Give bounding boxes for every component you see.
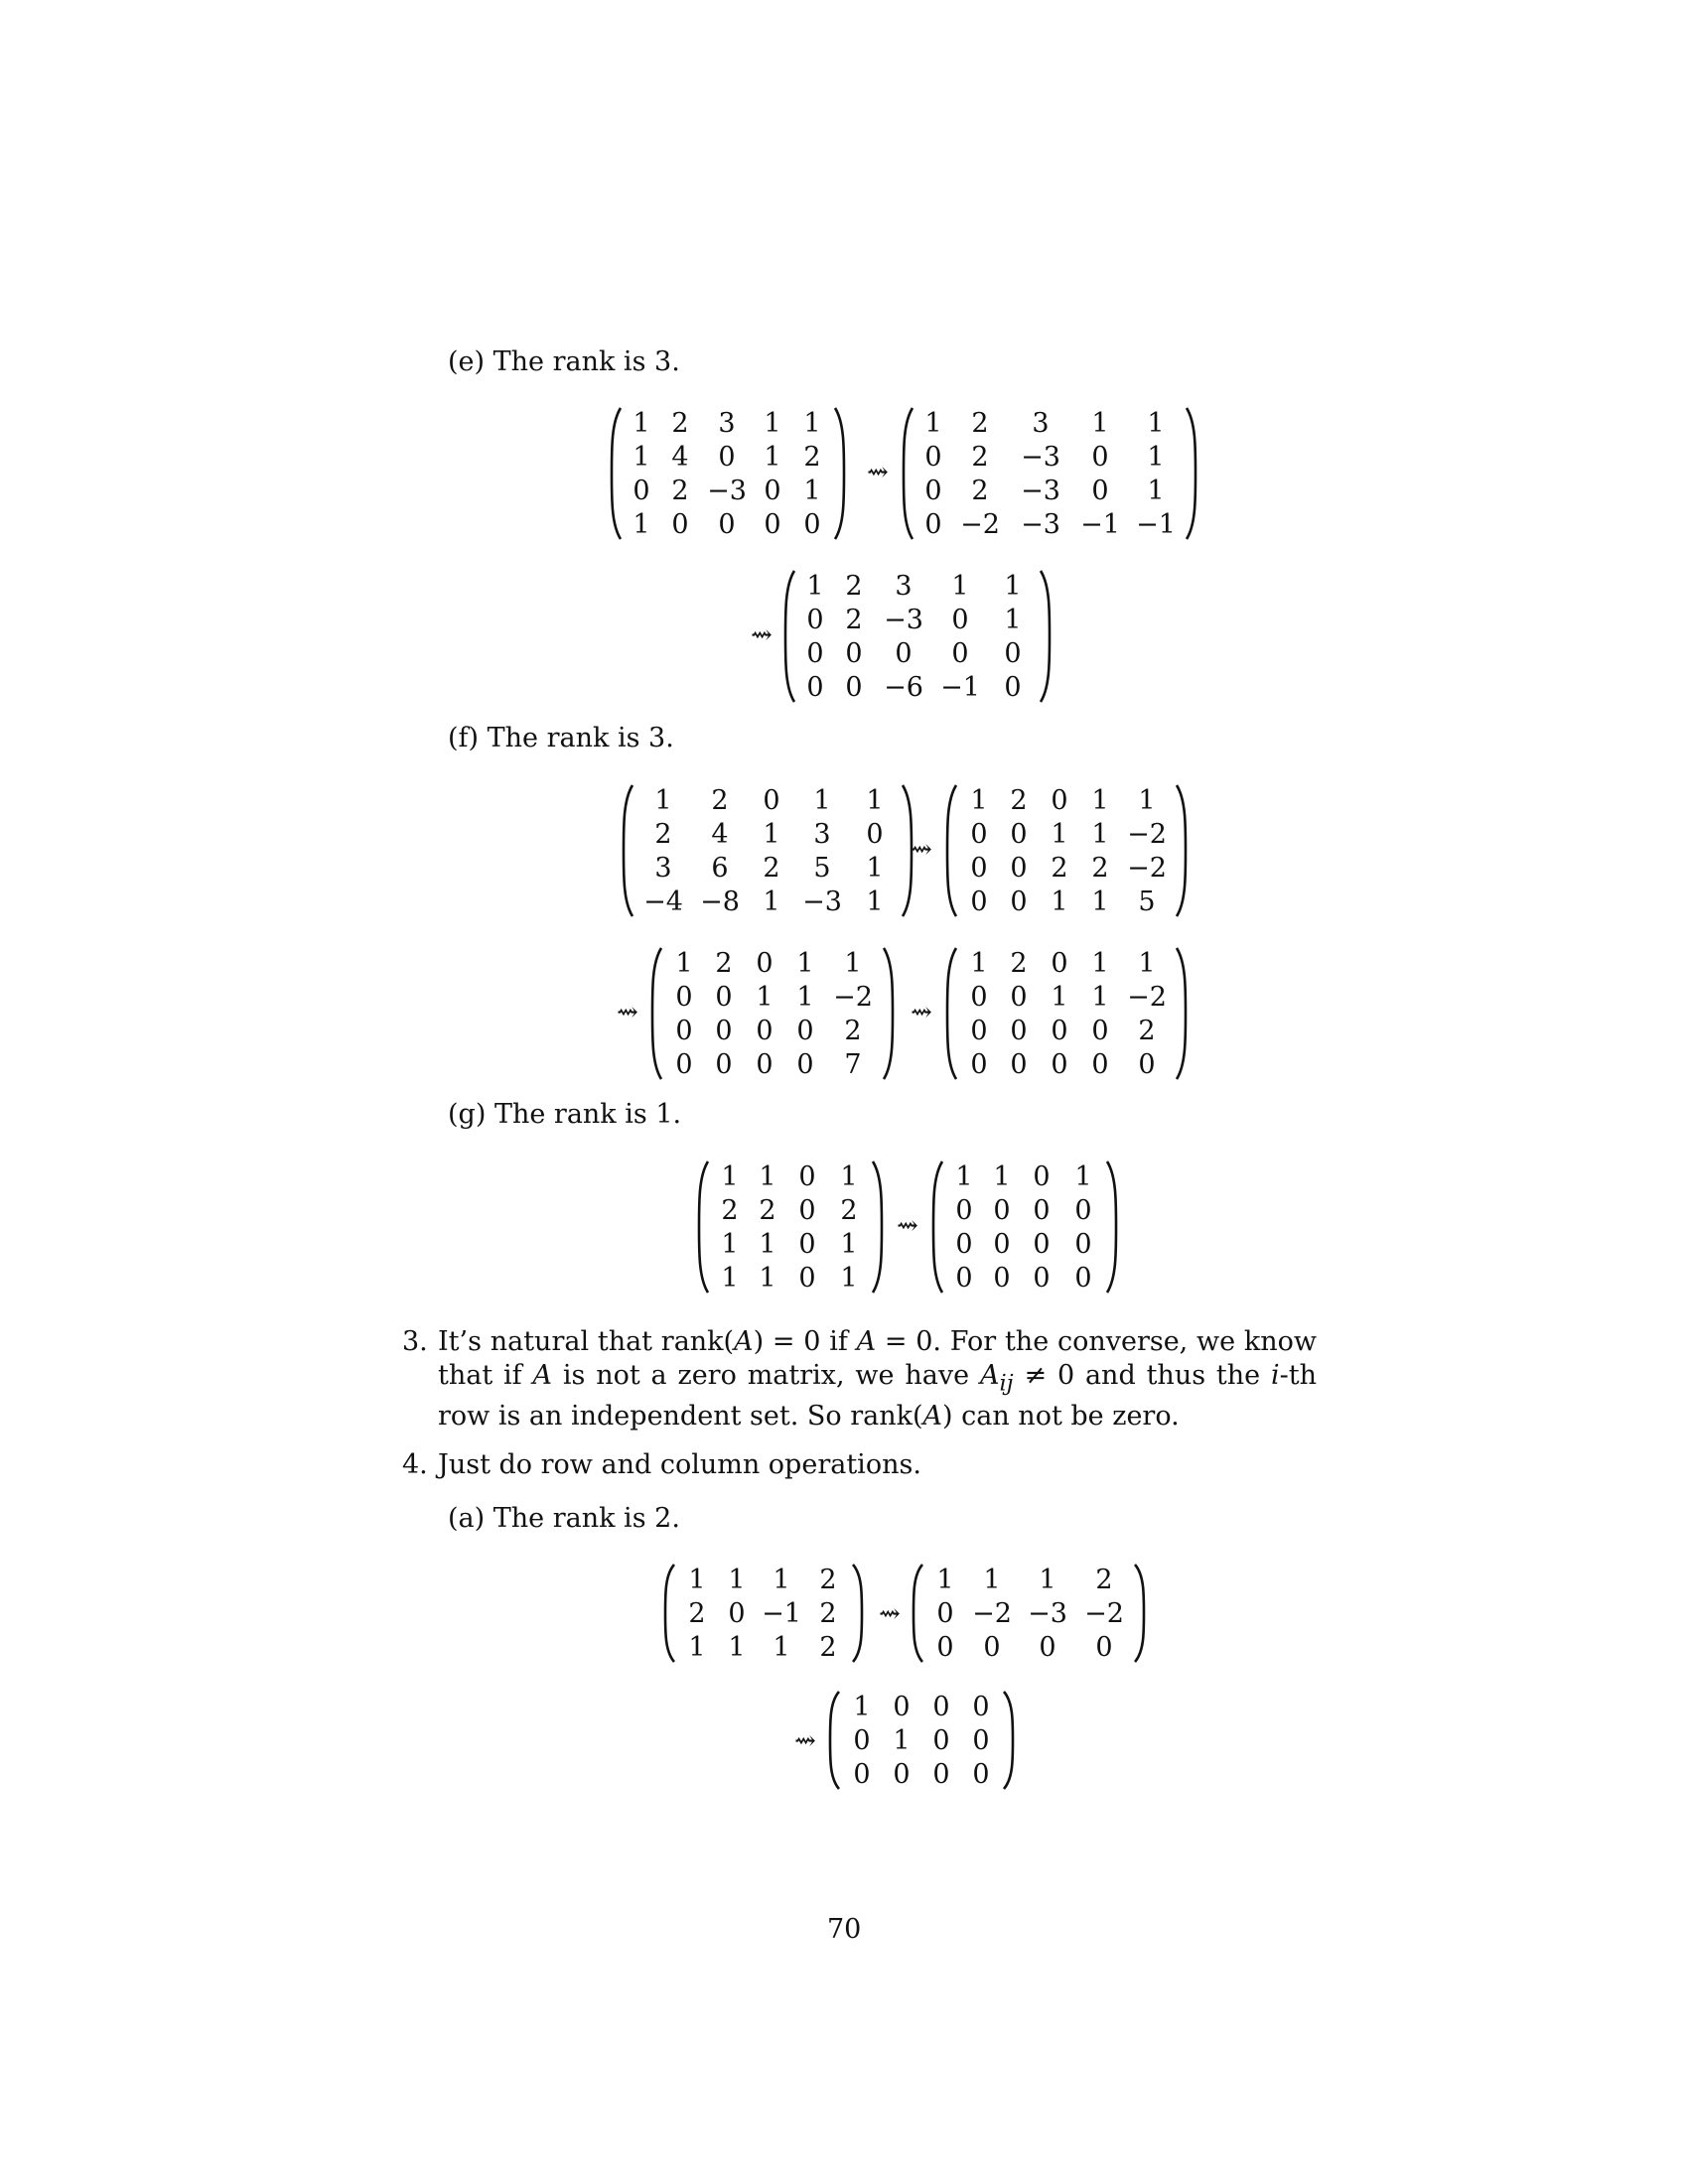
item-3-paragraph: It’s natural that rank(A) = 0 if A = 0. For the converse, we know that if A is not a zero matrix, we have $A_{ij} \ne 0$ and thus the i-th row is an independent set. So rank(A) can not be zero. bbox=[438, 1326, 1317, 1433]
matrix-entry: 0 bbox=[764, 508, 781, 540]
matrix-entry: −1 bbox=[762, 1597, 801, 1629]
matrix-entry: 3 bbox=[718, 407, 736, 439]
matrix-e1 bbox=[608, 406, 848, 541]
matrix-entry: 0 bbox=[893, 1691, 911, 1722]
matrix-entry: 1 bbox=[1091, 886, 1109, 917]
matrix-4a2 bbox=[910, 1563, 1148, 1664]
matrix-entry: 0 bbox=[1138, 1048, 1156, 1080]
matrix-entry: 5 bbox=[813, 852, 831, 884]
matrix-entry: 1 bbox=[721, 1160, 739, 1192]
matrix-entry: 0 bbox=[924, 441, 942, 473]
matrix-entry: 0 bbox=[972, 1691, 990, 1722]
matrix-entry: 1 bbox=[633, 441, 650, 473]
matrix-entry: −8 bbox=[700, 886, 740, 917]
right-parenthesis bbox=[832, 406, 848, 541]
matrix-entry: −2 bbox=[833, 981, 873, 1013]
matrix-entry: 0 bbox=[845, 671, 863, 703]
matrix-entries bbox=[959, 946, 1174, 1081]
matrix-entries bbox=[842, 1690, 1001, 1791]
matrix-entry: −1 bbox=[1136, 508, 1176, 540]
matrix-entries bbox=[959, 783, 1174, 918]
matrix-entry: 0 bbox=[1051, 1015, 1068, 1046]
matrix-entry: 0 bbox=[936, 1631, 954, 1663]
matrix-entry: 1 bbox=[893, 1724, 911, 1756]
matrix-entry: 0 bbox=[853, 1758, 871, 1790]
matrix-entry: 0 bbox=[845, 637, 863, 669]
matrix-entry: 1 bbox=[840, 1262, 858, 1294]
matrix-entry: 2 bbox=[759, 1194, 776, 1226]
matrix-entry: 1 bbox=[688, 1631, 706, 1663]
matrix-entry: 1 bbox=[756, 981, 774, 1013]
matrix-entry: 2 bbox=[763, 852, 780, 884]
matrix-entry: 1 bbox=[1138, 784, 1156, 816]
matrix-entry: 0 bbox=[993, 1194, 1011, 1226]
matrix-entry: 1 bbox=[1138, 947, 1156, 979]
matrix-entry: −1 bbox=[1080, 508, 1120, 540]
matrix-entries bbox=[711, 1160, 870, 1295]
matrix-entry: 0 bbox=[675, 981, 693, 1013]
matrix-entry: −3 bbox=[1021, 475, 1060, 506]
matrix-entry: 2 bbox=[971, 475, 989, 506]
matrix-entry: 0 bbox=[806, 604, 824, 635]
matrix-g2 bbox=[929, 1160, 1120, 1295]
matrix-entry: 1 bbox=[633, 407, 650, 439]
matrix-entry: 2 bbox=[1010, 947, 1028, 979]
right-parenthesis bbox=[1001, 1690, 1017, 1791]
matrix-entries bbox=[664, 946, 881, 1081]
matrix-entry: 0 bbox=[1033, 1262, 1051, 1294]
matrix-entry: −4 bbox=[643, 886, 683, 917]
matrix-entry: 0 bbox=[970, 981, 988, 1013]
left-parenthesis bbox=[695, 1160, 711, 1295]
matrix-entry: 0 bbox=[718, 441, 736, 473]
left-parenthesis bbox=[943, 783, 959, 918]
right-parenthesis bbox=[1038, 569, 1054, 704]
matrix-entry: 2 bbox=[711, 784, 729, 816]
right-parenthesis bbox=[881, 946, 897, 1081]
right-parenthesis bbox=[870, 1160, 886, 1295]
matrix-entry: 1 bbox=[840, 1160, 858, 1192]
matrix-entry: 2 bbox=[654, 818, 672, 850]
matrix-entry: 1 bbox=[970, 784, 988, 816]
matrix-entry: 2 bbox=[1091, 852, 1109, 884]
right-parenthesis bbox=[1132, 1563, 1148, 1664]
matrix-entry: −2 bbox=[1127, 818, 1167, 850]
matrix-entry: 0 bbox=[715, 1048, 733, 1080]
part-e-label: (e) The rank is 3. bbox=[448, 346, 680, 377]
matrix-entry: 1 bbox=[866, 784, 884, 816]
reduction-arrow: ⇝ bbox=[867, 458, 889, 487]
matrix-entry: 0 bbox=[675, 1015, 693, 1046]
matrix-entry: 0 bbox=[1010, 818, 1028, 850]
matrix-entry: 0 bbox=[1010, 981, 1028, 1013]
matrix-entry: 0 bbox=[1095, 1631, 1113, 1663]
matrix-entry: 0 bbox=[1004, 671, 1022, 703]
matrix-entry: 2 bbox=[819, 1631, 837, 1663]
matrix-entry: 0 bbox=[970, 1048, 988, 1080]
matrix-entry: −3 bbox=[707, 475, 747, 506]
matrix-entry: 0 bbox=[853, 1724, 871, 1756]
matrix-entry: 1 bbox=[633, 508, 650, 540]
matrix-entry: 3 bbox=[654, 852, 672, 884]
matrix-entry: 2 bbox=[971, 441, 989, 473]
matrix-entry: 1 bbox=[1074, 1160, 1092, 1192]
matrix-entry: 0 bbox=[798, 1262, 816, 1294]
matrix-entry: 2 bbox=[840, 1194, 858, 1226]
matrix-entry: −2 bbox=[1127, 981, 1167, 1013]
matrix-entry: 1 bbox=[853, 1691, 871, 1722]
reduction-arrow: ⇝ bbox=[911, 835, 932, 865]
matrix-entry: 0 bbox=[718, 508, 736, 540]
right-parenthesis bbox=[850, 1563, 866, 1664]
matrix-entry: 0 bbox=[1010, 886, 1028, 917]
matrix-entry: 3 bbox=[1032, 407, 1050, 439]
matrix-entry: 1 bbox=[759, 1160, 776, 1192]
matrix-entry: 1 bbox=[728, 1631, 746, 1663]
matrix-entries bbox=[915, 406, 1184, 541]
matrix-entry: 0 bbox=[970, 886, 988, 917]
matrix-e3 bbox=[781, 569, 1054, 704]
matrix-entry: 6 bbox=[711, 852, 729, 884]
matrix-entry: 0 bbox=[1010, 852, 1028, 884]
matrix-entry: 2 bbox=[1010, 784, 1028, 816]
matrix-entry: 0 bbox=[866, 818, 884, 850]
matrix-entry: 1 bbox=[955, 1160, 973, 1192]
left-parenthesis bbox=[781, 569, 797, 704]
matrix-entry: 1 bbox=[803, 475, 821, 506]
matrix-entry: 1 bbox=[1091, 818, 1109, 850]
matrix-entry: −3 bbox=[1021, 508, 1060, 540]
reduction-arrow: ⇝ bbox=[617, 998, 638, 1027]
matrix-entry: 0 bbox=[993, 1228, 1011, 1260]
matrix-entry: 1 bbox=[806, 570, 824, 602]
matrix-entry: 0 bbox=[970, 852, 988, 884]
matrix-entry: 2 bbox=[845, 604, 863, 635]
matrix-entry: 0 bbox=[1033, 1194, 1051, 1226]
matrix-entry: 0 bbox=[1091, 1015, 1109, 1046]
matrix-entry: 1 bbox=[796, 981, 814, 1013]
matrix-entry: 0 bbox=[895, 637, 913, 669]
matrix-entry: −6 bbox=[884, 671, 923, 703]
matrix-entry: 1 bbox=[1147, 441, 1165, 473]
matrix-entry: 0 bbox=[1010, 1015, 1028, 1046]
matrix-entry: 0 bbox=[1004, 637, 1022, 669]
matrix-entries bbox=[624, 406, 832, 541]
matrix-entry: −2 bbox=[972, 1597, 1012, 1629]
matrix-entry: 2 bbox=[1138, 1015, 1156, 1046]
matrix-f3 bbox=[648, 946, 897, 1081]
matrix-entry: 0 bbox=[798, 1194, 816, 1226]
matrix-entry: 0 bbox=[1039, 1631, 1056, 1663]
left-parenthesis bbox=[608, 406, 624, 541]
matrix-entry: 0 bbox=[1051, 1048, 1068, 1080]
matrix-entry: 0 bbox=[932, 1724, 950, 1756]
matrix-entry: 1 bbox=[1091, 407, 1109, 439]
page-number: 70 bbox=[827, 1914, 862, 1945]
reduction-arrow: ⇝ bbox=[879, 1599, 901, 1629]
matrix-entry: 0 bbox=[796, 1015, 814, 1046]
matrix-entry: 1 bbox=[866, 852, 884, 884]
matrix-4a1 bbox=[661, 1563, 866, 1664]
matrix-entry: 0 bbox=[1074, 1194, 1092, 1226]
matrix-entry: 3 bbox=[895, 570, 913, 602]
matrix-entry: 3 bbox=[813, 818, 831, 850]
matrix-4a3 bbox=[826, 1690, 1017, 1791]
matrix-entry: 0 bbox=[796, 1048, 814, 1080]
matrix-entry: 0 bbox=[671, 508, 689, 540]
matrix-entry: −3 bbox=[802, 886, 842, 917]
matrix-entry: 4 bbox=[671, 441, 689, 473]
matrix-entry: 0 bbox=[1091, 441, 1109, 473]
matrix-entry: 0 bbox=[955, 1228, 973, 1260]
matrix-entry: 0 bbox=[728, 1597, 746, 1629]
matrix-entry: 1 bbox=[1051, 981, 1068, 1013]
matrix-entry: 0 bbox=[972, 1758, 990, 1790]
matrix-entry: 1 bbox=[1091, 784, 1109, 816]
matrix-entry: 2 bbox=[845, 570, 863, 602]
matrix-g1 bbox=[695, 1160, 886, 1295]
matrix-entry: 1 bbox=[764, 441, 781, 473]
matrix-entry: 1 bbox=[728, 1564, 746, 1595]
matrix-entry: 0 bbox=[970, 818, 988, 850]
matrix-entry: 0 bbox=[1091, 1048, 1109, 1080]
matrix-entry: 0 bbox=[756, 1048, 774, 1080]
matrix-entry: 0 bbox=[1033, 1160, 1051, 1192]
matrix-entry: 0 bbox=[1033, 1228, 1051, 1260]
matrix-entry: 0 bbox=[756, 1015, 774, 1046]
matrix-entry: 1 bbox=[759, 1228, 776, 1260]
reduction-arrow: ⇝ bbox=[911, 998, 932, 1027]
matrix-entries bbox=[797, 569, 1038, 704]
matrix-entry: 1 bbox=[764, 407, 781, 439]
matrix-entry: 1 bbox=[1004, 604, 1022, 635]
matrix-entry: 0 bbox=[983, 1631, 1001, 1663]
matrix-entry: 0 bbox=[1074, 1228, 1092, 1260]
right-parenthesis bbox=[1174, 783, 1190, 918]
matrix-entry: 2 bbox=[819, 1597, 837, 1629]
matrix-entries bbox=[945, 1160, 1104, 1295]
matrix-entry: 1 bbox=[654, 784, 672, 816]
matrix-entries bbox=[635, 783, 900, 918]
matrix-entry: 1 bbox=[936, 1564, 954, 1595]
matrix-f1 bbox=[620, 783, 915, 918]
matrix-entry: 0 bbox=[764, 475, 781, 506]
left-parenthesis bbox=[661, 1563, 677, 1664]
matrix-entry: 0 bbox=[803, 508, 821, 540]
matrix-entry: −2 bbox=[960, 508, 1000, 540]
matrix-entry: 2 bbox=[1095, 1564, 1113, 1595]
matrix-entry: 0 bbox=[951, 637, 969, 669]
matrix-entry: −2 bbox=[1127, 852, 1167, 884]
matrix-entry: 1 bbox=[721, 1262, 739, 1294]
matrix-entry: −1 bbox=[940, 671, 980, 703]
matrix-entry: 2 bbox=[715, 947, 733, 979]
matrix-entry: 1 bbox=[813, 784, 831, 816]
left-parenthesis bbox=[943, 946, 959, 1081]
matrix-entry: 1 bbox=[803, 407, 821, 439]
matrix-entry: 1 bbox=[773, 1631, 790, 1663]
matrix-entry: 1 bbox=[675, 947, 693, 979]
matrix-entry: 1 bbox=[840, 1228, 858, 1260]
matrix-entries bbox=[677, 1563, 850, 1664]
matrix-entry: 2 bbox=[819, 1564, 837, 1595]
matrix-entry: 2 bbox=[844, 1015, 862, 1046]
reduction-arrow: ⇝ bbox=[751, 620, 773, 650]
matrix-entry: 1 bbox=[844, 947, 862, 979]
part-f-label: (f) The rank is 3. bbox=[448, 723, 674, 753]
matrix-entry: 1 bbox=[1051, 886, 1068, 917]
matrix-entry: 1 bbox=[866, 886, 884, 917]
matrix-entry: 1 bbox=[1147, 407, 1165, 439]
right-parenthesis bbox=[1174, 946, 1190, 1081]
matrix-entry: 0 bbox=[932, 1691, 950, 1722]
matrix-entry: 0 bbox=[932, 1758, 950, 1790]
matrix-entry: 0 bbox=[1074, 1262, 1092, 1294]
matrix-entry: 1 bbox=[970, 947, 988, 979]
matrix-entry: 0 bbox=[924, 475, 942, 506]
matrix-entry: 2 bbox=[803, 441, 821, 473]
matrix-entry: 1 bbox=[983, 1564, 1001, 1595]
matrix-entry: 0 bbox=[893, 1758, 911, 1790]
matrix-entry: 0 bbox=[715, 981, 733, 1013]
part-g-label: (g) The rank is 1. bbox=[448, 1099, 682, 1130]
matrix-entry: 2 bbox=[671, 407, 689, 439]
matrix-entry: 1 bbox=[993, 1160, 1011, 1192]
matrix-entry: 1 bbox=[763, 818, 780, 850]
matrix-entry: −3 bbox=[1021, 441, 1060, 473]
left-parenthesis bbox=[648, 946, 664, 1081]
matrix-entries bbox=[925, 1563, 1132, 1664]
matrix-entry: 2 bbox=[721, 1194, 739, 1226]
matrix-entry: 0 bbox=[951, 604, 969, 635]
matrix-entry: 1 bbox=[773, 1564, 790, 1595]
right-parenthesis bbox=[1184, 406, 1199, 541]
matrix-entry: 0 bbox=[924, 508, 942, 540]
matrix-entry: 0 bbox=[633, 475, 650, 506]
left-parenthesis bbox=[900, 406, 915, 541]
matrix-entry: 0 bbox=[993, 1262, 1011, 1294]
item-3-number: 3. bbox=[402, 1326, 428, 1357]
matrix-entry: 1 bbox=[1051, 818, 1068, 850]
matrix-entry: 1 bbox=[721, 1228, 739, 1260]
matrix-entry: 2 bbox=[671, 475, 689, 506]
matrix-entry: −3 bbox=[884, 604, 923, 635]
matrix-f4 bbox=[943, 946, 1190, 1081]
matrix-entry: 0 bbox=[715, 1015, 733, 1046]
matrix-entry: 2 bbox=[688, 1597, 706, 1629]
item-4-text: Just do row and column operations. bbox=[438, 1449, 921, 1480]
left-parenthesis bbox=[910, 1563, 925, 1664]
left-parenthesis bbox=[620, 783, 635, 918]
left-parenthesis bbox=[826, 1690, 842, 1791]
matrix-entry: 0 bbox=[763, 784, 780, 816]
matrix-entry: 0 bbox=[1051, 947, 1068, 979]
matrix-entry: 0 bbox=[806, 637, 824, 669]
matrix-entry: 2 bbox=[971, 407, 989, 439]
matrix-entry: 1 bbox=[1039, 1564, 1056, 1595]
matrix-entry: 0 bbox=[798, 1160, 816, 1192]
matrix-entry: 0 bbox=[1010, 1048, 1028, 1080]
matrix-entry: 0 bbox=[970, 1015, 988, 1046]
matrix-entry: 1 bbox=[759, 1262, 776, 1294]
matrix-entry: −3 bbox=[1028, 1597, 1067, 1629]
matrix-entry: 0 bbox=[955, 1262, 973, 1294]
right-parenthesis bbox=[1104, 1160, 1120, 1295]
matrix-entry: 4 bbox=[711, 818, 729, 850]
matrix-entry: 1 bbox=[1147, 475, 1165, 506]
matrix-entry: 7 bbox=[844, 1048, 862, 1080]
matrix-entry: 1 bbox=[951, 570, 969, 602]
matrix-entry: 2 bbox=[1051, 852, 1068, 884]
matrix-entry: 0 bbox=[936, 1597, 954, 1629]
matrix-entry: 0 bbox=[806, 671, 824, 703]
matrix-entry: 1 bbox=[1091, 981, 1109, 1013]
matrix-entry: 0 bbox=[1051, 784, 1068, 816]
matrix-entry: 0 bbox=[798, 1228, 816, 1260]
matrix-entry: −2 bbox=[1084, 1597, 1124, 1629]
matrix-entry: 0 bbox=[955, 1194, 973, 1226]
matrix-entry: 1 bbox=[763, 886, 780, 917]
left-parenthesis bbox=[929, 1160, 945, 1295]
matrix-entry: 0 bbox=[756, 947, 774, 979]
matrix-entry: 0 bbox=[972, 1724, 990, 1756]
item-4-number: 4. bbox=[402, 1449, 428, 1480]
matrix-entry: 0 bbox=[675, 1048, 693, 1080]
matrix-entry: 1 bbox=[1004, 570, 1022, 602]
reduction-arrow: ⇝ bbox=[897, 1211, 918, 1241]
matrix-entry: 5 bbox=[1138, 886, 1156, 917]
matrix-entry: 1 bbox=[796, 947, 814, 979]
matrix-entry: 0 bbox=[1091, 475, 1109, 506]
part-4a-label: (a) The rank is 2. bbox=[448, 1503, 680, 1534]
reduction-arrow: ⇝ bbox=[794, 1726, 816, 1756]
matrix-entry: 1 bbox=[688, 1564, 706, 1595]
matrix-e2 bbox=[900, 406, 1199, 541]
matrix-entry: 1 bbox=[924, 407, 942, 439]
matrix-f2 bbox=[943, 783, 1190, 918]
matrix-entry: 1 bbox=[1091, 947, 1109, 979]
